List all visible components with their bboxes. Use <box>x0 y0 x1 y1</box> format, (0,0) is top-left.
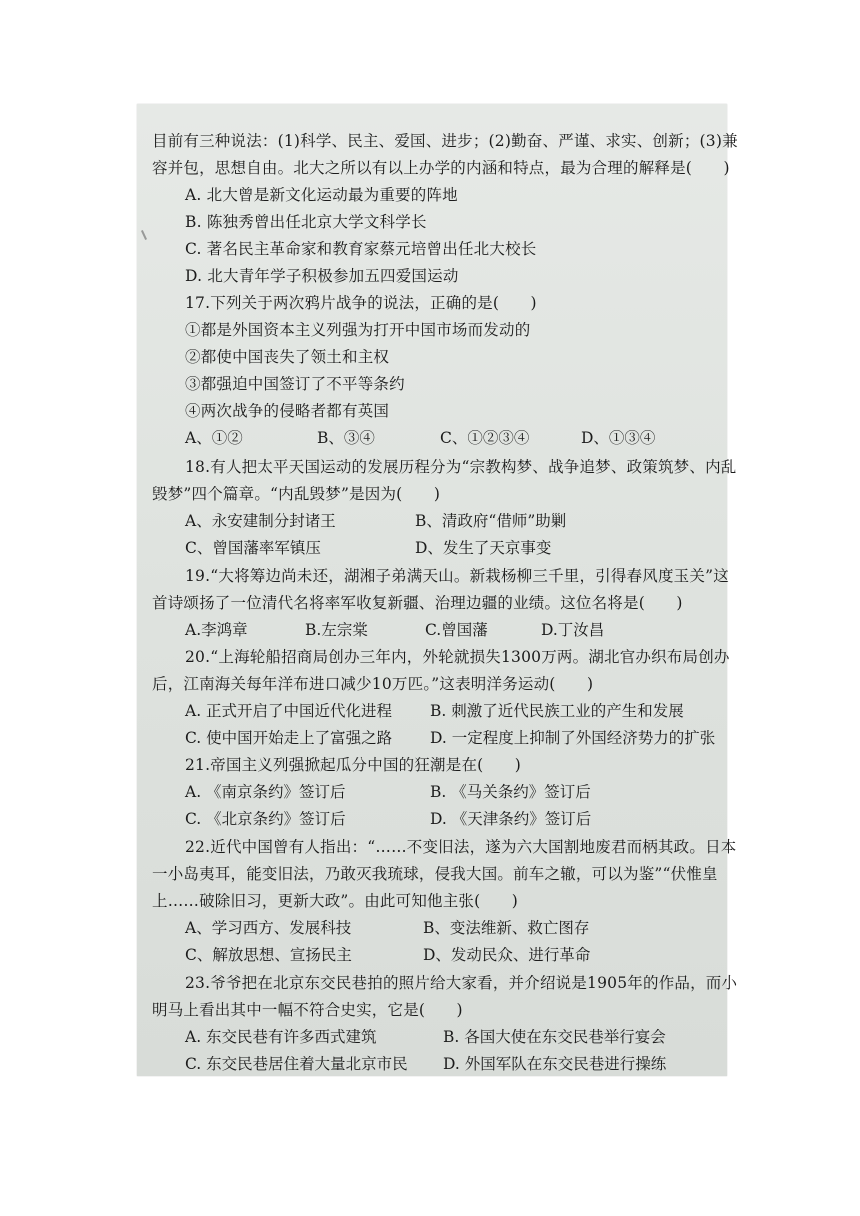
q18-stem-line2: 毁梦”四个篇章。“内乱毁梦”是因为( ) <box>152 485 441 503</box>
q23-option-d: D. 外国军队在东交民巷进行操练 <box>443 1055 667 1073</box>
q19-stem-line2: 首诗颂扬了一位清代名将率军收复新疆、治理边疆的业绩。这位名将是( ) <box>152 594 683 612</box>
q19-option-d: D.丁汝昌 <box>541 621 605 639</box>
q23-option-b: B. 各国大使在东交民巷举行宴会 <box>443 1028 666 1046</box>
q20-option-c: C. 使中国开始走上了富强之路 <box>185 729 393 747</box>
q21-option-a: A. 《南京条约》签订后 <box>185 783 346 801</box>
exam-sheet <box>137 104 738 1076</box>
q19-option-c: C.曾国藩 <box>425 621 488 639</box>
q21-option-c: C. 《北京条约》签订后 <box>185 810 346 828</box>
q21-option-d: D. 《天津条约》签订后 <box>430 810 592 828</box>
q18-option-c: C、曾国藩率军镇压 <box>185 539 321 557</box>
q18-stem-line1: 18.有人把太平天国运动的发展历程分为“宗教构梦、战争追梦、政策筑梦、内乱 <box>185 458 737 476</box>
q23-option-c: C. 东交民巷居住着大量北京市民 <box>185 1055 408 1073</box>
q17-statement-3: ③都强迫中国签订了不平等条约 <box>185 375 405 393</box>
q16-option-b: B. 陈独秀曾出任北京大学文科学长 <box>185 213 427 231</box>
q22-stem-line3: 上……破除旧习，更新大政”。由此可知他主张( ) <box>152 892 519 910</box>
q20-option-d: D. 一定程度上抑制了外国经济势力的扩张 <box>430 729 716 747</box>
q18-option-a: A、永安建制分封诸王 <box>185 512 336 530</box>
question-content <box>137 104 738 1076</box>
q22-option-a: A、学习西方、发展科技 <box>185 919 352 937</box>
q20-option-b: B. 刺激了近代民族工业的产生和发展 <box>430 702 684 720</box>
q19-option-a: A.李鸿章 <box>185 621 248 639</box>
q17-statement-4: ④两次战争的侵略者都有英国 <box>185 402 390 420</box>
q19-stem-line1: 19.“大将筹边尚未还，湖湘子弟满天山。新栽杨柳三千里，引得春风度玉关”这 <box>185 567 729 585</box>
q22-option-b: B、变法维新、救亡图存 <box>423 919 590 937</box>
q16-stem-line1: 目前有三种说法：(1)科学、民主、爱国、进步；(2)勤奋、严谨、求实、创新；(3)兼 <box>152 132 738 150</box>
q20-option-a: A. 正式开启了中国近代化进程 <box>185 702 393 720</box>
q16-option-a: A. 北大曾是新文化运动最为重要的阵地 <box>185 186 458 204</box>
q23-stem-line2: 明马上看出其中一幅不符合史实，它是( ) <box>152 1001 463 1019</box>
q22-stem-line2: 一小岛夷耳，能变旧法，乃敢灭我琉球，侵我大国。前车之辙，可以为鉴”“伏惟皇 <box>152 865 718 883</box>
q17-statement-2: ②都使中国丧失了领土和主权 <box>185 348 390 366</box>
q16-stem-line2: 容并包，思想自由。北大之所以有以上办学的内涵和特点，最为合理的解释是( ) <box>152 159 730 177</box>
q17-option-a: A、①② <box>185 429 243 447</box>
q17-option-b: B、③④ <box>317 429 375 447</box>
q18-option-d: D、发生了天京事变 <box>415 539 552 557</box>
q17-option-d: D、①③④ <box>581 429 656 447</box>
q22-option-c: C、解放思想、宣扬民主 <box>185 946 352 964</box>
q21-stem: 21.帝国主义列强掀起瓜分中国的狂潮是在( ) <box>185 756 522 774</box>
q19-option-b: B.左宗棠 <box>305 621 368 639</box>
q17-option-c: C、①②③④ <box>440 429 530 447</box>
q18-option-b: B、清政府“借师”助剿 <box>415 512 567 530</box>
q23-option-a: A. 东交民巷有许多西式建筑 <box>185 1028 377 1046</box>
q22-stem-line1: 22.近代中国曾有人指出：“……不变旧法，遂为六大国割地废君而柄其政。日本 <box>185 838 737 856</box>
q21-option-b: B. 《马关条约》签订后 <box>430 783 591 801</box>
q22-option-d: D、发动民众、进行革命 <box>423 946 591 964</box>
q17-stem: 17.下列关于两次鸦片战争的说法，正确的是( ) <box>185 294 537 312</box>
q20-stem-line1: 20.“上海轮船招商局创办三年内，外轮就损失1300万两。湖北官办织布局创办 <box>185 648 730 666</box>
q16-option-c: C. 著名民主革命家和教育家蔡元培曾出任北大校长 <box>185 240 537 258</box>
q23-stem-line1: 23.爷爷把在北京东交民巷拍的照片给大家看，并介绍说是1905年的作品，而小 <box>185 974 738 992</box>
q17-statement-1: ①都是外国资本主义列强为打开中国市场而发动的 <box>185 321 531 339</box>
q16-option-d: D. 北大青年学子积极参加五四爱国运动 <box>185 267 459 285</box>
q20-stem-line2: 后，江南海关每年洋布进口减少10万匹。”这表明洋务运动( ) <box>152 675 594 693</box>
